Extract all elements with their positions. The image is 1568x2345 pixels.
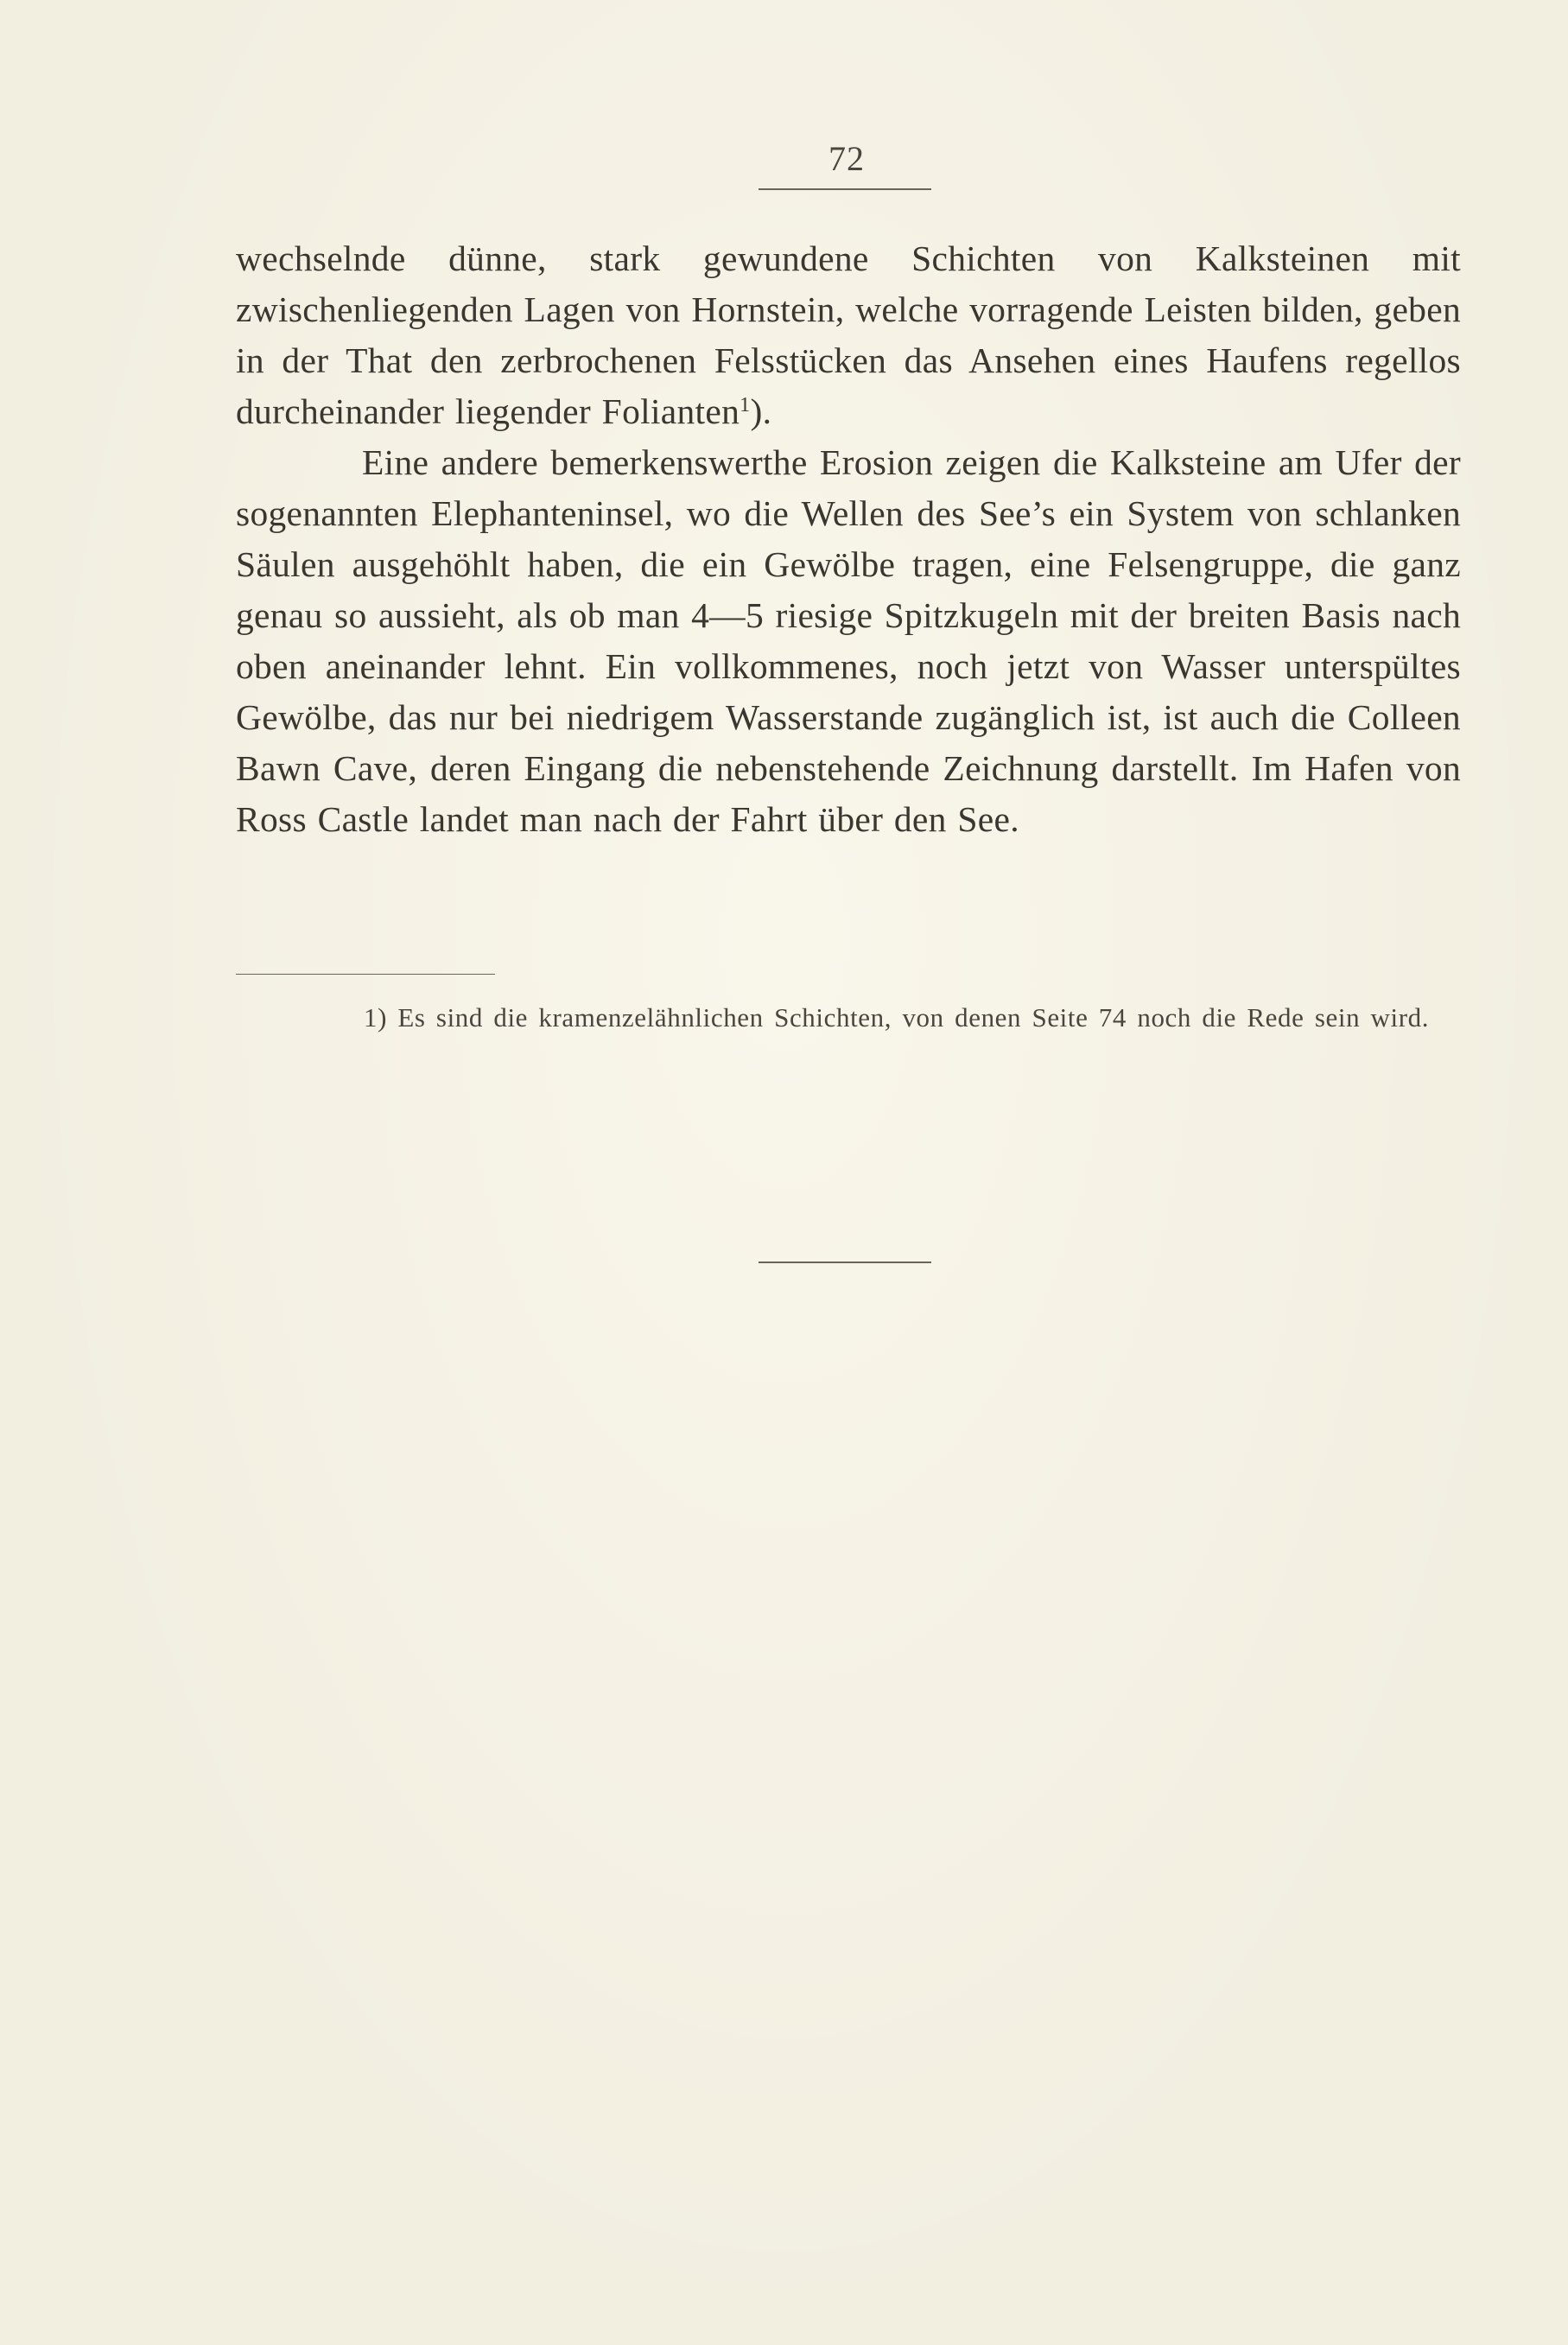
page-number: 72 [828, 139, 865, 178]
paragraph-2: Eine andere bemerkenswerthe Erosion zeigen die Kalksteine am Ufer der sogenannten Elephanteninsel, wo die Wellen des See’s ein System von schlanken Säulen ausgehöhlt haben, die ein Gewölbe tragen, eine Felsengruppe, die ganz genau so aussieht, als ob man 4—5 riesige Spitzkugeln mit der breiten Basis nach oben aneinander lehnt. Ein vollkommenes, noch jetzt von Wasser unterspültes Gewölbe, das nur bei niedrigem Wasserstande zugänglich ist, ist auch die Colleen Bawn Cave, deren Eingang die nebenstehende Zeichnung darstellt. Im Hafen von Ross Castle landet man nach der Fahrt über den See. [236, 442, 1461, 839]
body-text [236, 233, 1461, 845]
header-rule [759, 188, 931, 190]
footnote [236, 995, 1461, 1040]
footnote-rule [236, 974, 495, 975]
footnote-reference: 1 [740, 394, 751, 416]
paragraph-1-text: wechselnde dünne, stark gewundene Schichten von Kalksteinen mit zwischenliegenden Lagen von Hornstein, welche vorragende Leisten bilden, geben in der That den zerbrochenen Felsstücken das Ansehen eines Haufens regellos durcheinander liegender Folianten [236, 238, 1461, 431]
footnote-text: 1) Es sind die kramenzelähnlichen Schichten, von denen Seite 74 noch die Rede sein wird. [364, 1002, 1430, 1033]
paragraph-1-end: ). [750, 391, 772, 431]
end-rule [759, 1261, 931, 1263]
paragraph-1 [236, 233, 1461, 437]
